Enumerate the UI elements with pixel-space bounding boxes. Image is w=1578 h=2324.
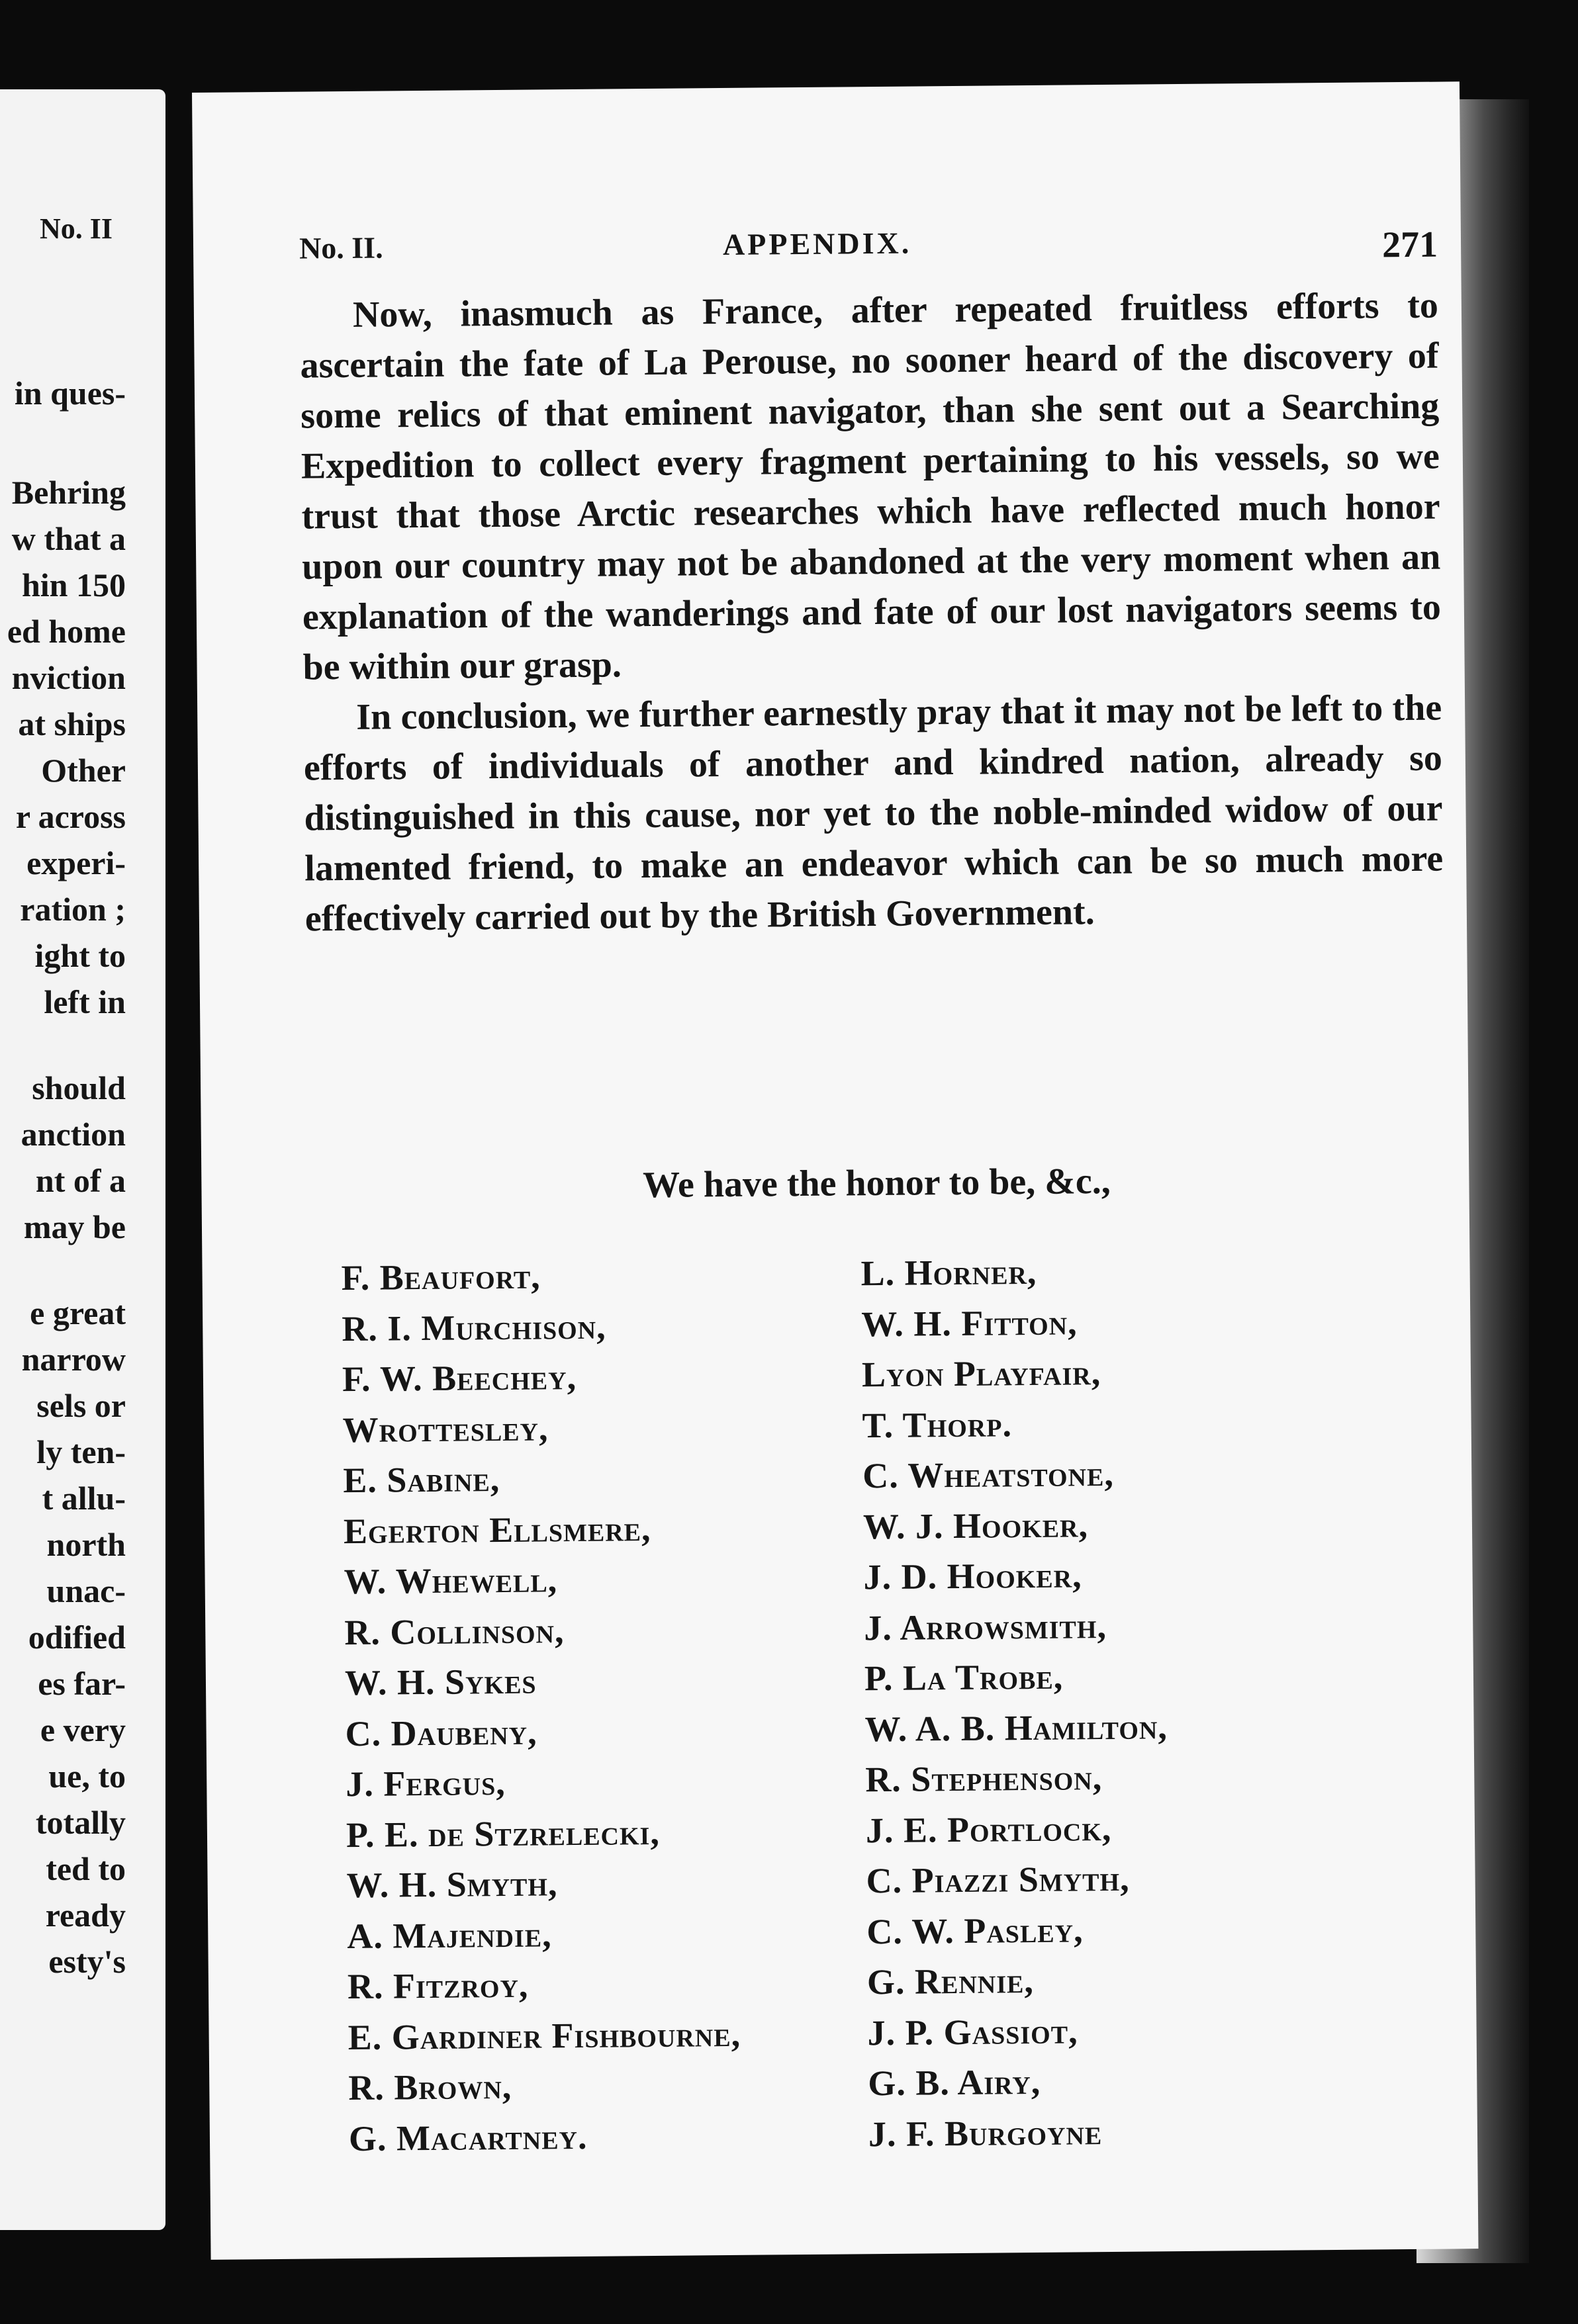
left-page-line: nviction — [11, 659, 126, 696]
left-page-line: es far- — [38, 1665, 126, 1702]
signatory-name: J. Fergus, — [346, 1762, 506, 1805]
signatory-name: J. P. Gassiot, — [867, 2010, 1078, 2053]
left-page-header: No. II — [40, 212, 113, 245]
signatory-name: R. I. Murchison, — [342, 1306, 606, 1349]
signatory-name: R. Fitzroy, — [347, 1965, 529, 2007]
signatory-name: R. Brown, — [348, 2066, 512, 2108]
signatory-name: F. W. Beechey, — [342, 1357, 577, 1400]
main-page — [192, 81, 1479, 2260]
left-page-line: esty's — [48, 1943, 126, 1980]
left-page-line: ight to — [34, 937, 126, 974]
page-title: APPENDIX. — [722, 226, 912, 262]
signatory-name: C. Wheatstone, — [862, 1453, 1115, 1496]
left-page-line: hin 150 — [21, 566, 126, 603]
signatory-name: J. E. Portlock, — [865, 1808, 1112, 1850]
signatory-name: E. Sabine, — [343, 1459, 500, 1501]
signatory-name: R. Stephenson, — [865, 1758, 1103, 1800]
signatory-name: C. W. Pasley, — [866, 1909, 1084, 1951]
left-page-line: w that a — [11, 520, 126, 557]
signatory-name: F. Beaufort, — [341, 1256, 541, 1298]
left-page-line: sels or — [36, 1387, 126, 1424]
left-page-line: north — [46, 1526, 126, 1563]
left-page-line: experi- — [26, 844, 126, 881]
left-page-line: unac- — [46, 1572, 126, 1609]
left-page-line: at ships — [18, 705, 126, 742]
left-page-line: Other — [41, 752, 126, 789]
left-page-line: ed home — [7, 613, 126, 650]
left-page-line: e very — [40, 1711, 126, 1748]
left-page-line: narrow — [21, 1341, 126, 1378]
running-head — [299, 221, 1438, 277]
left-page-line: in ques- — [14, 375, 126, 412]
signatory-name: P. E. de Stzrelecki, — [346, 1812, 661, 1855]
signatory-name: W. J. Hooker, — [862, 1504, 1089, 1546]
left-page-line: e great — [30, 1294, 126, 1331]
left-page-line: t allu- — [42, 1480, 126, 1517]
signatory-name: P. La Trobe, — [864, 1656, 1064, 1699]
left-page-line: should — [32, 1069, 126, 1106]
left-page-line: ue, to — [48, 1758, 126, 1795]
signatory-name: W. Whewell, — [344, 1560, 558, 1602]
left-page-line: may be — [23, 1208, 126, 1245]
signatory-name: Egerton Ellsmere, — [343, 1508, 651, 1551]
signatory-name: W. H. Sykes — [344, 1661, 537, 1703]
section-number: No. II. — [299, 230, 383, 265]
body-text — [300, 281, 1444, 944]
left-page-line: ted to — [46, 1850, 126, 1887]
paragraph: In conclusion, we further earnestly pray that it may not be left to the efforts of individuals of another and kindred nation, already so distinguished in this cause, nor yet to the noble-minded widow of our lamented friend, to make an endeavor which can be so much more effectively carried out by the British Government. — [303, 687, 1444, 940]
paragraph: Now, inasmuch as France, after repeated fruitless efforts to ascertain the fate of La Perouse, no sooner heard of the discovery of some relics of that eminent navigator, than she sent out a Searching Expedition to collect every fragment pertaining to his vessels, so we trust that those Arctic researches which have reflected much honor upon our country may not be abandoned at the very moment when an explanation of the wanderings and fate of our lost navigators seems to be within our grasp. — [300, 285, 1442, 688]
left-page-line: totally — [35, 1804, 126, 1841]
signatory-name: G. Macartney. — [348, 2116, 588, 2159]
signatory-name: Wrottesley, — [342, 1408, 549, 1450]
signatory-name: J. D. Hooker, — [863, 1555, 1082, 1597]
left-page-line: nt of a — [35, 1162, 126, 1199]
signatory-name: J. F. Burgoyne — [868, 2112, 1103, 2154]
signatory-name: J. Arrowsmith, — [864, 1605, 1107, 1648]
closing-line: We have the honor to be, &c., — [642, 1160, 1111, 1206]
signatory-name: A. Majendie, — [347, 1914, 552, 1956]
signatory-name: Lyon Playfair, — [861, 1353, 1101, 1395]
signatory-name: T. Thorp. — [862, 1404, 1013, 1445]
signatory-name: G. Rennie, — [866, 1961, 1035, 2002]
left-page-line: ration ; — [20, 891, 126, 928]
signatory-name: C. Daubeny, — [345, 1712, 537, 1754]
signatory-name: W. H. Smyth, — [346, 1863, 558, 1906]
left-page-line: ly ten- — [36, 1433, 126, 1470]
signatory-name: R. Collinson, — [344, 1610, 565, 1652]
signatory-name: W. H. Fitton, — [861, 1302, 1078, 1344]
signatory-name: L. Horner, — [860, 1251, 1037, 1294]
left-page-line: r across — [15, 798, 126, 835]
left-page-line: ready — [45, 1897, 126, 1934]
signatory-name: W. A. B. Hamilton, — [864, 1706, 1168, 1749]
left-page-line: left in — [44, 983, 126, 1020]
left-page-line: Behring — [11, 474, 126, 511]
left-page-line: anction — [21, 1116, 126, 1153]
signatures-right-column — [860, 1245, 1171, 2159]
left-page-line: odified — [28, 1619, 126, 1656]
signatures-left-column — [341, 1249, 741, 2164]
signatory-name: C. Piazzi Smyth, — [866, 1858, 1130, 1901]
left-page-fragment — [0, 89, 165, 2230]
page-number: 271 — [1381, 224, 1438, 266]
signatory-name: G. B. Airy, — [868, 2061, 1041, 2104]
signatory-name: E. Gardiner Fishbourne, — [348, 2014, 741, 2057]
